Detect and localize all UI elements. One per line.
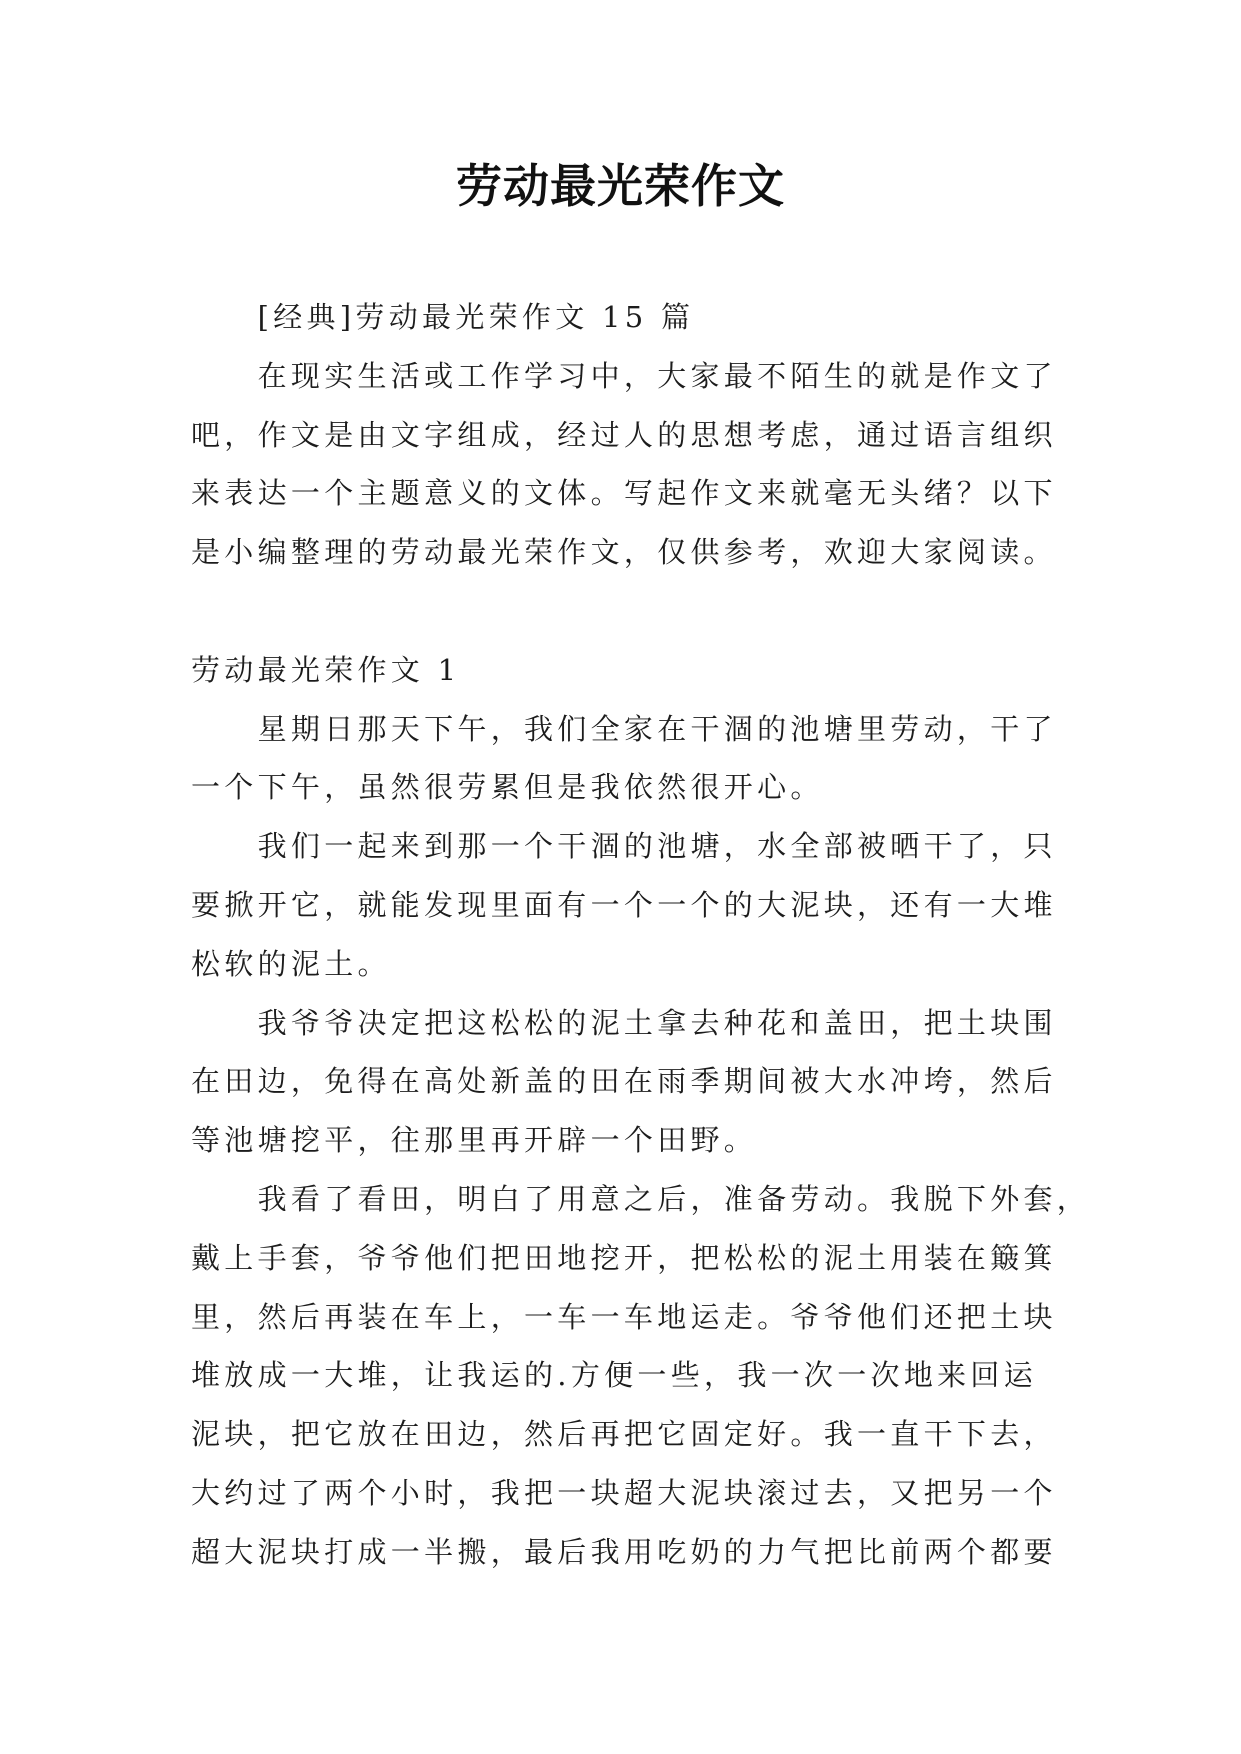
paragraph xyxy=(191,700,1091,818)
document-body xyxy=(191,288,1091,1582)
paragraph-line: 我们一起来到那一个干涸的池塘，水全部被晒干了，只 xyxy=(257,829,1057,864)
intro-subtitle: [经典]劳动最光荣作文 15 篇 xyxy=(257,300,695,334)
paragraph xyxy=(191,817,1091,993)
intro-block xyxy=(191,288,1091,582)
paragraph-line: 在现实生活或工作学习中，大家最不陌生的就是作文了 xyxy=(257,358,1057,393)
paragraph-line: 松软的泥土。 xyxy=(191,946,391,981)
paragraph-line: 堆放成一大堆，让我运的.方便一些，我一次一次地来回运 xyxy=(191,1358,1038,1393)
paragraph-line: 一个下午，虽然很劳累但是我依然很开心。 xyxy=(191,770,824,805)
paragraph-line: 是小编整理的劳动最光荣作文，仅供参考，欢迎大家阅读。 xyxy=(191,535,1057,570)
paragraph-line: 我爷爷决定把这松松的泥土拿去种花和盖田，把土块围 xyxy=(257,1005,1057,1040)
paragraph-line: 我看了看田，明白了用意之后，准备劳动。我脱下外套， xyxy=(257,1181,1091,1216)
paragraph-line: 来表达一个主题意义的文体。写起作文来就毫无头绪？以下 xyxy=(191,476,1057,511)
paragraph-line: 吧，作文是由文字组成，经过人的思想考虑，通过语言组织 xyxy=(191,417,1057,452)
paragraph-line: 星期日那天下午，我们全家在干涸的池塘里劳动，干了 xyxy=(257,711,1057,746)
paragraph-line: 在田边，免得在高处新盖的田在雨季期间被大水冲垮，然后 xyxy=(191,1064,1057,1099)
section-heading: 劳动最光荣作文 1 xyxy=(191,652,461,687)
paragraph-line: 戴上手套，爷爷他们把田地挖开，把松松的泥土用装在簸箕 xyxy=(191,1240,1057,1275)
intro-paragraph xyxy=(191,347,1091,582)
paragraph-line: 超大泥块打成一半搬，最后我用吃奶的力气把比前两个都要 xyxy=(191,1534,1057,1569)
paragraph-line: 要掀开它，就能发现里面有一个一个的大泥块，还有一大堆 xyxy=(191,887,1057,922)
paragraph-line: 里，然后再装在车上，一车一车地运走。爷爷他们还把土块 xyxy=(191,1299,1057,1334)
document-title: 劳动最光荣作文 xyxy=(456,159,785,213)
paragraph-line: 等池塘挖平，往那里再开辟一个田野。 xyxy=(191,1123,758,1158)
paragraph-line: 泥块，把它放在田边，然后再把它固定好。我一直干下去， xyxy=(191,1417,1057,1452)
paragraph xyxy=(191,1170,1091,1582)
paragraph xyxy=(191,994,1091,1170)
paragraph-line: 大约过了两个小时，我把一块超大泥块滚过去，又把另一个 xyxy=(191,1475,1057,1510)
